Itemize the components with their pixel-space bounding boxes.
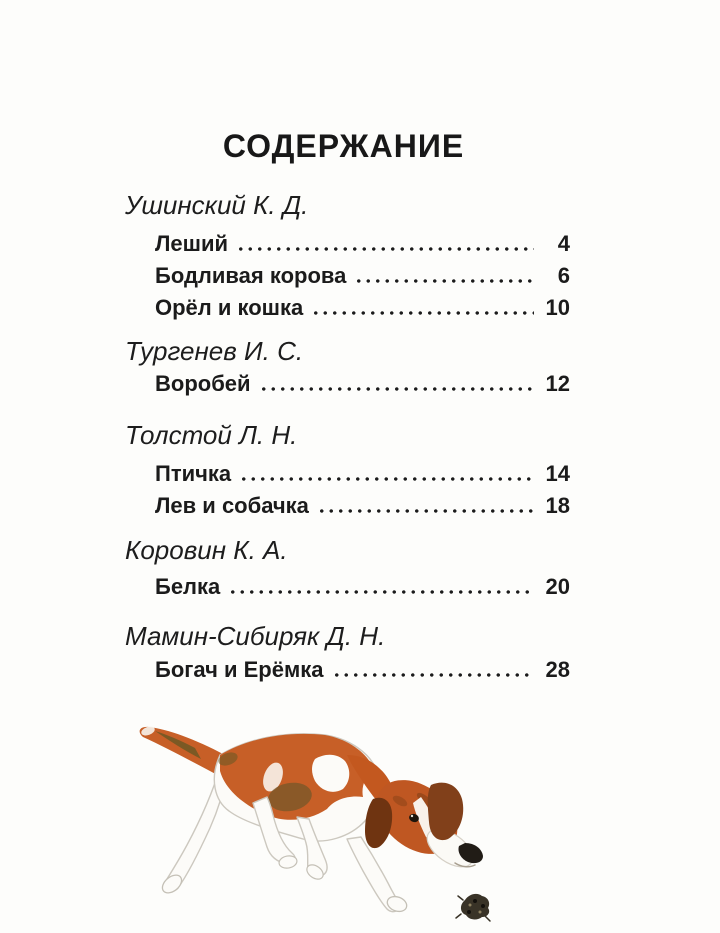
toc-author: Ушинский К. Д. <box>125 190 309 220</box>
toc-section <box>125 621 570 686</box>
dotted-leader <box>332 673 535 677</box>
dog-tail <box>140 725 225 777</box>
toc-entry-page: 10 <box>545 295 570 320</box>
toc-entry-title: Орёл и кошка <box>155 295 304 320</box>
toc-section <box>125 336 570 400</box>
toc-entry-title: Богач и Ерёмка <box>155 657 324 682</box>
dog-ear-far <box>428 783 463 840</box>
toc-entry-title: Леший <box>155 231 229 256</box>
toc-entry-title: Бодливая корова <box>155 263 347 288</box>
toc-entry-title: Белка <box>155 574 221 599</box>
toc-entry-page: 4 <box>557 231 570 256</box>
dotted-leader <box>259 387 534 391</box>
toc-entry <box>125 292 570 324</box>
toc-entry-page: 20 <box>545 574 570 599</box>
toc-entry-page: 12 <box>545 371 570 396</box>
toc-section <box>125 190 570 324</box>
dog-illustration-svg <box>125 715 505 925</box>
table-of-contents <box>125 128 570 686</box>
toc-entry-page: 18 <box>545 493 570 518</box>
dotted-leader <box>228 590 534 594</box>
beetle-illustration <box>456 894 490 921</box>
toc-author: Тургенев И. С. <box>125 336 304 366</box>
toc-author: Коровин К. А. <box>125 535 288 565</box>
dog-front-leg-planted <box>347 837 409 914</box>
toc-entry-title: Воробей <box>155 371 251 396</box>
dotted-leader <box>311 311 534 315</box>
dotted-leader <box>239 477 534 481</box>
toc-author: Толстой Л. Н. <box>125 420 298 450</box>
toc-entry-title: Лев и собачка <box>155 493 309 518</box>
toc-entry <box>125 368 570 400</box>
toc-entry-page: 6 <box>557 263 570 288</box>
dotted-leader <box>354 279 534 283</box>
toc-entry <box>125 228 570 260</box>
dog-illustration <box>125 715 505 925</box>
toc-entry-page: 14 <box>545 461 570 486</box>
toc-entry <box>125 654 570 686</box>
toc-section <box>125 420 570 522</box>
dog <box>140 725 483 914</box>
toc-author: Мамин-Сибиряк Д. Н. <box>125 621 386 651</box>
toc-entry <box>125 571 570 603</box>
toc-entry <box>125 458 570 490</box>
dotted-leader <box>236 247 534 251</box>
toc-entry <box>125 490 570 522</box>
toc-entry <box>125 260 570 292</box>
toc-section <box>125 535 570 603</box>
toc-entry-page: 28 <box>545 657 570 682</box>
dotted-leader <box>317 509 534 513</box>
toc-title: СОДЕРЖАНИЕ <box>222 128 465 164</box>
toc-entry-title: Птичка <box>155 461 232 486</box>
